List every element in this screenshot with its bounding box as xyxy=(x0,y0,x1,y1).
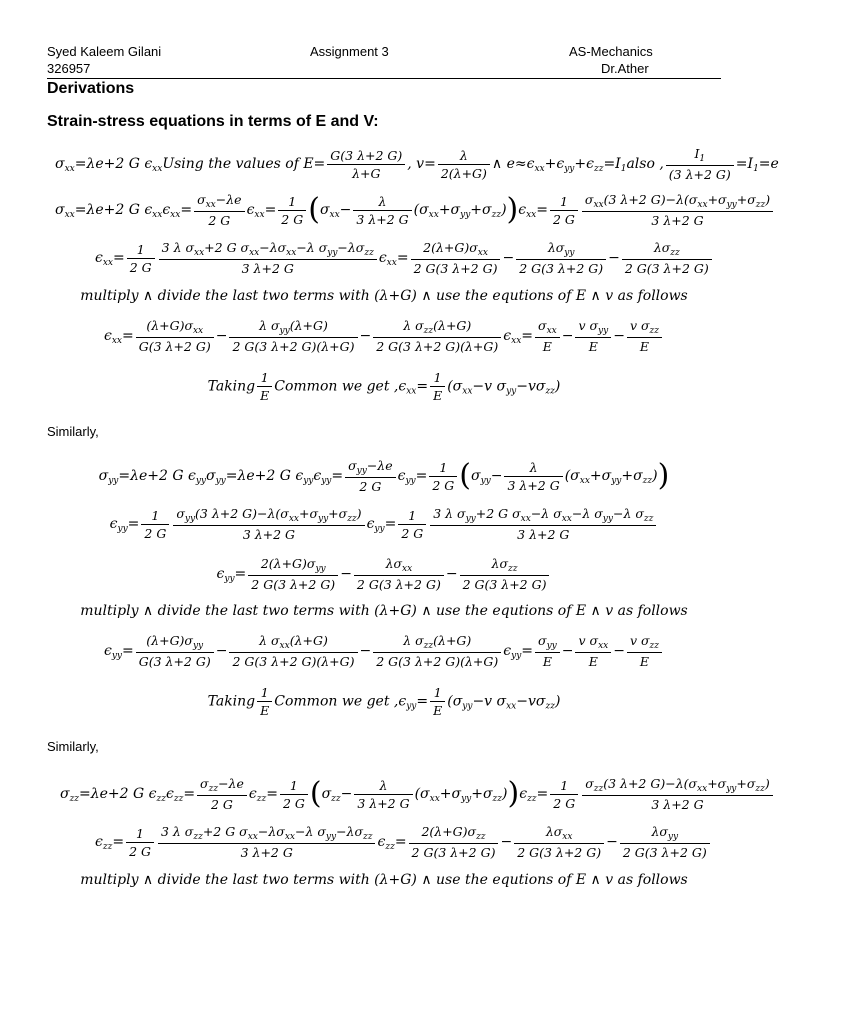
course-name: AS-Mechanics xyxy=(569,44,653,59)
taking-text-2: Taking xyxy=(207,693,256,710)
equation-row-9: $\epsilon_{yy}=$ $\frac{2(\lambda+G)\sigma_{yy}}{2 G(3 \lambda+2 G)}$ − $\frac{\lambda\sigma_{xx}}{2 G(3 \lambda+2 G)}$ − $\frac{\lambda\sigma_{zz}}{2 G(3 \lambda+2 G)}$ xyxy=(0,556,768,592)
similarly-label-1: Similarly, xyxy=(47,424,99,439)
equation-row-10: multiply ∧ divide the last two terms with (λ+G) ∧ use the equtions of E ∧ v as follows xyxy=(80,603,688,619)
taking-text: Taking xyxy=(207,378,256,395)
header-rule xyxy=(47,78,721,79)
heading-strain-stress: Strain-stress equations in terms of E and V: xyxy=(47,113,379,130)
also-text: also , xyxy=(626,156,664,172)
equation-row-7: $\sigma_{yy}=\lambda e+2$ G $\epsilon_{yy}\sigma_{yy}=\lambda e+2$ G $\epsilon_{yy}\epsilon_{yy}=$ $\frac{\sigma_{yy}-\lambda e}{2 G}$ $\epsilon_{yy}=$ $\frac{1}{2 G}$ ($\sigma_{yy}-$ $\frac{\lambda}{3 \lambda+2 G}$ $(\sigma_{xx}+\sigma_{yy}+\sigma_{zz})$) xyxy=(98,458,670,494)
similarly-label-2: Similarly, xyxy=(47,739,99,754)
use-equations-text: ∧ use the equtions of xyxy=(421,288,572,304)
equation-row-5: $\epsilon_{xx}=$ $\frac{(\lambda+G)\sigma_{xx}}{G(3 \lambda+2 G)}$ − $\frac{\lambda \sigma_{yy}(\lambda+G)}{2 G(3 \lambda+2 G)(\lambda+G)}$ − $\frac{\lambda \sigma_{zz}(\lambda+G)}{2 G(3 \lambda+2 G)(\lambda+G)}$ $\epsilon_{xx}=$ $\frac{\sigma_{xx}}{E}$ − $\frac{v \sigma_{yy}}{E}$ − $\frac{v \sigma_{zz}}{E}$ xyxy=(0,318,768,354)
equation-row-15: multiply ∧ divide the last two terms with (λ+G) ∧ use the equtions of E ∧ v as follows xyxy=(80,872,688,888)
common-text: Common we get , xyxy=(274,378,399,395)
instructor-name: Dr.Ather xyxy=(601,61,649,76)
equation-row-6: Taking $\frac{1}{E}$ Common we get $,\epsilon_{xx}=$ $\frac{1}{E}$ ($\sigma_{xx}-v$ $\sigma_{yy}-v\sigma_{zz}$) xyxy=(207,370,561,403)
equation-row-1: $\sigma_{xx}=\lambda e+2$ G $\epsilon_{xx}Using$ the values of E= $\frac{G(3 \lambda+2 G)}{\lambda+G}$ , v= $\frac{\lambda}{2(\lambda+G)}$ ∧ $e\approx\epsilon_{xx}+\epsilon_{yy}+\epsilon_{zz}=I_1also$ , $\frac{I_1}{(3 \lambda+2 G)}$ $=I_1=e$ xyxy=(55,146,779,182)
equation-row-4: multiply ∧ divide the last two terms with (λ+G) ∧ use the equtions of E ∧ v as follows xyxy=(80,288,688,304)
student-id: 326957 xyxy=(47,61,91,76)
using-values-text: Using the values of xyxy=(162,156,299,172)
e-v-follows-text-2: E ∧ v as follows xyxy=(575,603,688,619)
assignment-title: Assignment 3 xyxy=(310,44,389,59)
equation-row-11: $\epsilon_{yy}=$ $\frac{(\lambda+G)\sigma_{yy}}{G(3 \lambda+2 G)}$ − $\frac{\lambda \sigma_{xx}(\lambda+G)}{2 G(3 \lambda+2 G)(\lambda+G)}$ − $\frac{\lambda \sigma_{zz}(\lambda+G)}{2 G(3 \lambda+2 G)(\lambda+G)}$ $\epsilon_{yy}=$ $\frac{\sigma_{yy}}{E}$ − $\frac{v \sigma_{xx}}{E}$ − $\frac{v \sigma_{zz}}{E}$ xyxy=(0,633,768,669)
equation-row-12: Taking $\frac{1}{E}$ Common we get $,\epsilon_{yy}=$ $\frac{1}{E}$ ($\sigma_{yy}-v$ $\sigma_{xx}-v\sigma_{zz}$) xyxy=(207,685,561,718)
equation-row-3: $\epsilon_{xx}=$ $\frac{1}{2 G}$ $\frac{3 \lambda \sigma_{xx}+2 G \sigma_{xx}-\lambda\sigma_{xx}-\lambda \sigma_{yy}-\lambda\sigma_{zz}}{3 \lambda+2 G}$ $\epsilon_{xx}=$ $\frac{2(\lambda+G)\sigma_{xx}}{2 G(3 \lambda+2 G)}$ − $\frac{\lambda\sigma_{yy}}{2 G(3 \lambda+2 G)}$ − $\frac{\lambda\sigma_{zz}}{2 G(3 \lambda+2 G)}$ xyxy=(95,240,863,276)
equation-row-13: $\sigma_{zz}=\lambda e+2$ G $\epsilon_{zz}\epsilon_{zz}=$ $\frac{\sigma_{zz}-\lambda e}{2 G}$ $\epsilon_{zz}=$ $\frac{1}{2 G}$ ($\sigma_{zz}-$ $\frac{\lambda}{3 \lambda+2 G}$ $(\sigma_{xx}+\sigma_{yy}+\sigma_{zz}))\epsilon_{zz}=$ $\frac{1}{2 G}$ $\frac{\sigma_{zz}(3 \lambda+2 G)-\lambda(\sigma_{xx}+\sigma_{yy}+\sigma_{zz})}{3 \lambda+2 G}$ xyxy=(60,776,828,812)
multiply-divide-text: multiply ∧ divide the last two terms with xyxy=(80,288,370,304)
author-name: Syed Kaleem Gilani xyxy=(47,44,162,59)
multiply-divide-text-2: multiply ∧ divide the last two terms with xyxy=(80,603,370,619)
e-v-follows-text-3: E ∧ v as follows xyxy=(575,872,688,888)
equation-row-2: $\sigma_{xx}=\lambda e+2$ G $\epsilon_{xx}\epsilon_{xx}=$ $\frac{\sigma_{xx}-\lambda e}{2 G}$ $\epsilon_{xx}=$ $\frac{1}{2 G}$ ($\sigma_{xx}-$ $\frac{\lambda}{3 \lambda+2 G}$ $(\sigma_{xx}+\sigma_{yy}+\sigma_{zz}))\epsilon_{xx}=$ $\frac{1}{2 G}$ $\frac{\sigma_{xx}(3 \lambda+2 G)-\lambda(\sigma_{xx}+\sigma_{yy}+\sigma_{zz})}{3 \lambda+2 G}$ xyxy=(55,192,823,228)
equation-row-8: $\epsilon_{yy}=$ $\frac{1}{2 G}$ $\frac{\sigma_{yy}(3 \lambda+2 G)-\lambda(\sigma_{xx}+\sigma_{yy}+\sigma_{zz})}{3 \lambda+2 G}$ $\epsilon_{yy}=$ $\frac{1}{2 G}$ $\frac{3 \lambda \sigma_{yy}+2 G \sigma_{xx}-\lambda \sigma_{xx}-\lambda \sigma_{yy}-\lambda \sigma_{zz}}{3 \lambda+2 G}$ xyxy=(0,506,768,542)
multiply-divide-text-3: multiply ∧ divide the last two terms with xyxy=(80,872,370,888)
e-v-follows-text: E ∧ v as follows xyxy=(575,288,688,304)
use-equations-text-2: ∧ use the equtions of xyxy=(421,603,572,619)
use-equations-text-3: ∧ use the equtions of xyxy=(421,872,572,888)
heading-derivations: Derivations xyxy=(47,80,135,97)
equation-row-14: $\epsilon_{zz}=$ $\frac{1}{2 G}$ $\frac{3 \lambda \sigma_{zz}+2 G \sigma_{xx}-\lambda\sigma_{xx}-\lambda \sigma_{yy}-\lambda\sigma_{zz}}{3 \lambda+2 G}$ $\epsilon_{zz}=$ $\frac{2(\lambda+G)\sigma_{zz}}{2 G(3 \lambda+2 G)}$ − $\frac{\lambda\sigma_{xx}}{2 G(3 \lambda+2 G)}$ − $\frac{\lambda\sigma_{yy}}{2 G(3 \lambda+2 G)}$ xyxy=(95,824,863,860)
common-text-2: Common we get , xyxy=(274,693,399,710)
